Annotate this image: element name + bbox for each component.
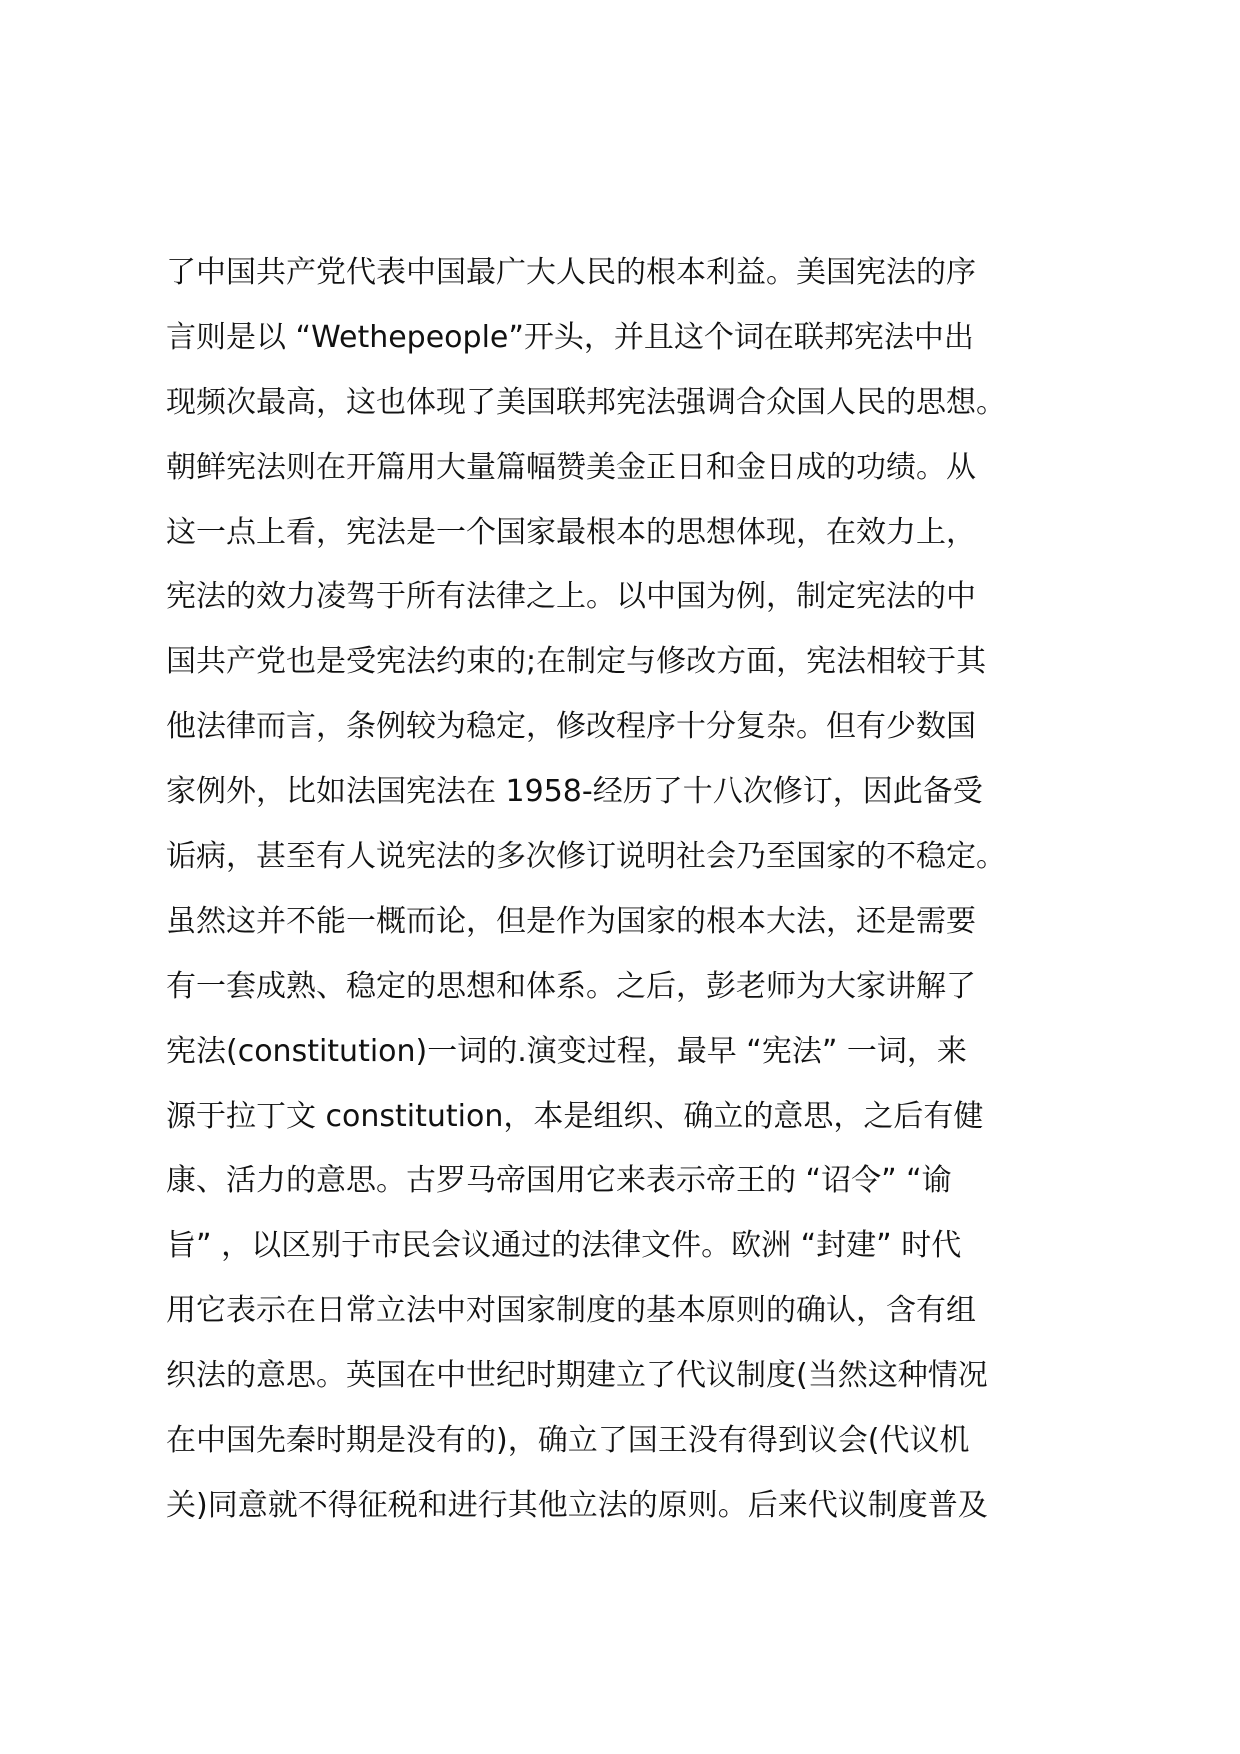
text-line: 虽然这并不能一概而论，但是作为国家的根本大法，还是需要 (166, 903, 976, 939)
text-line: 关)同意就不得征税和进行其他立法的原则。后来代议制度普及 (166, 1487, 988, 1523)
text-line: 言则是以 “Wethepeople”开头，并且这个词在联邦宪法中出 (166, 319, 974, 355)
text-line: 宪法(constitution)一词的.演变过程，最早 “宪法” 一词，来 (166, 1033, 967, 1069)
text-line: 宪法的效力凌驾于所有法律之上。以中国为例，制定宪法的中 (166, 579, 976, 615)
text-line: 朝鲜宪法则在开篇用大量篇幅赞美金正日和金日成的功绩。从 (166, 449, 976, 485)
text-line: 现频次最高，这也体现了美国联邦宪法强调合众国人民的思想。 (166, 384, 1006, 420)
text-line: 源于拉丁文 constitution，本是组织、确立的意思，之后有健 (166, 1098, 984, 1134)
text-line: 有一套成熟、稳定的思想和体系。之后，彭老师为大家讲解了 (166, 968, 976, 1004)
text-line: 了中国共产党代表中国最广大人民的根本利益。美国宪法的序 (166, 255, 976, 290)
text-line: 康、活力的意思。古罗马帝国用它来表示帝王的 “诏令” “谕 (166, 1163, 952, 1199)
text-line: 这一点上看，宪法是一个国家最根本的思想体现，在效力上， (166, 514, 976, 550)
body-text (166, 241, 1106, 1539)
text-line: 国共产党也是受宪法约束的;在制定与修改方面，宪法相较于其 (166, 644, 987, 680)
text-line: 在中国先秦时期是没有的)，确立了国王没有得到议会(代议机 (166, 1423, 970, 1459)
text-line: 旨” ，以区别于市民会议通过的法律文件。欧洲 “封建” 时代 (166, 1228, 962, 1264)
text-line: 诟病，甚至有人说宪法的多次修订说明社会乃至国家的不稳定。 (166, 839, 1006, 875)
text-line: 他法律而言，条例较为稳定，修改程序十分复杂。但有少数国 (166, 709, 976, 745)
text-line: 家例外，比如法国宪法在 1958-经历了十八次修订，因此备受 (166, 774, 983, 810)
text-line: 用它表示在日常立法中对国家制度的基本原则的确认，含有组 (166, 1293, 976, 1329)
text-line: 织法的意思。英国在中世纪时期建立了代议制度(当然这种情况 (166, 1358, 988, 1394)
